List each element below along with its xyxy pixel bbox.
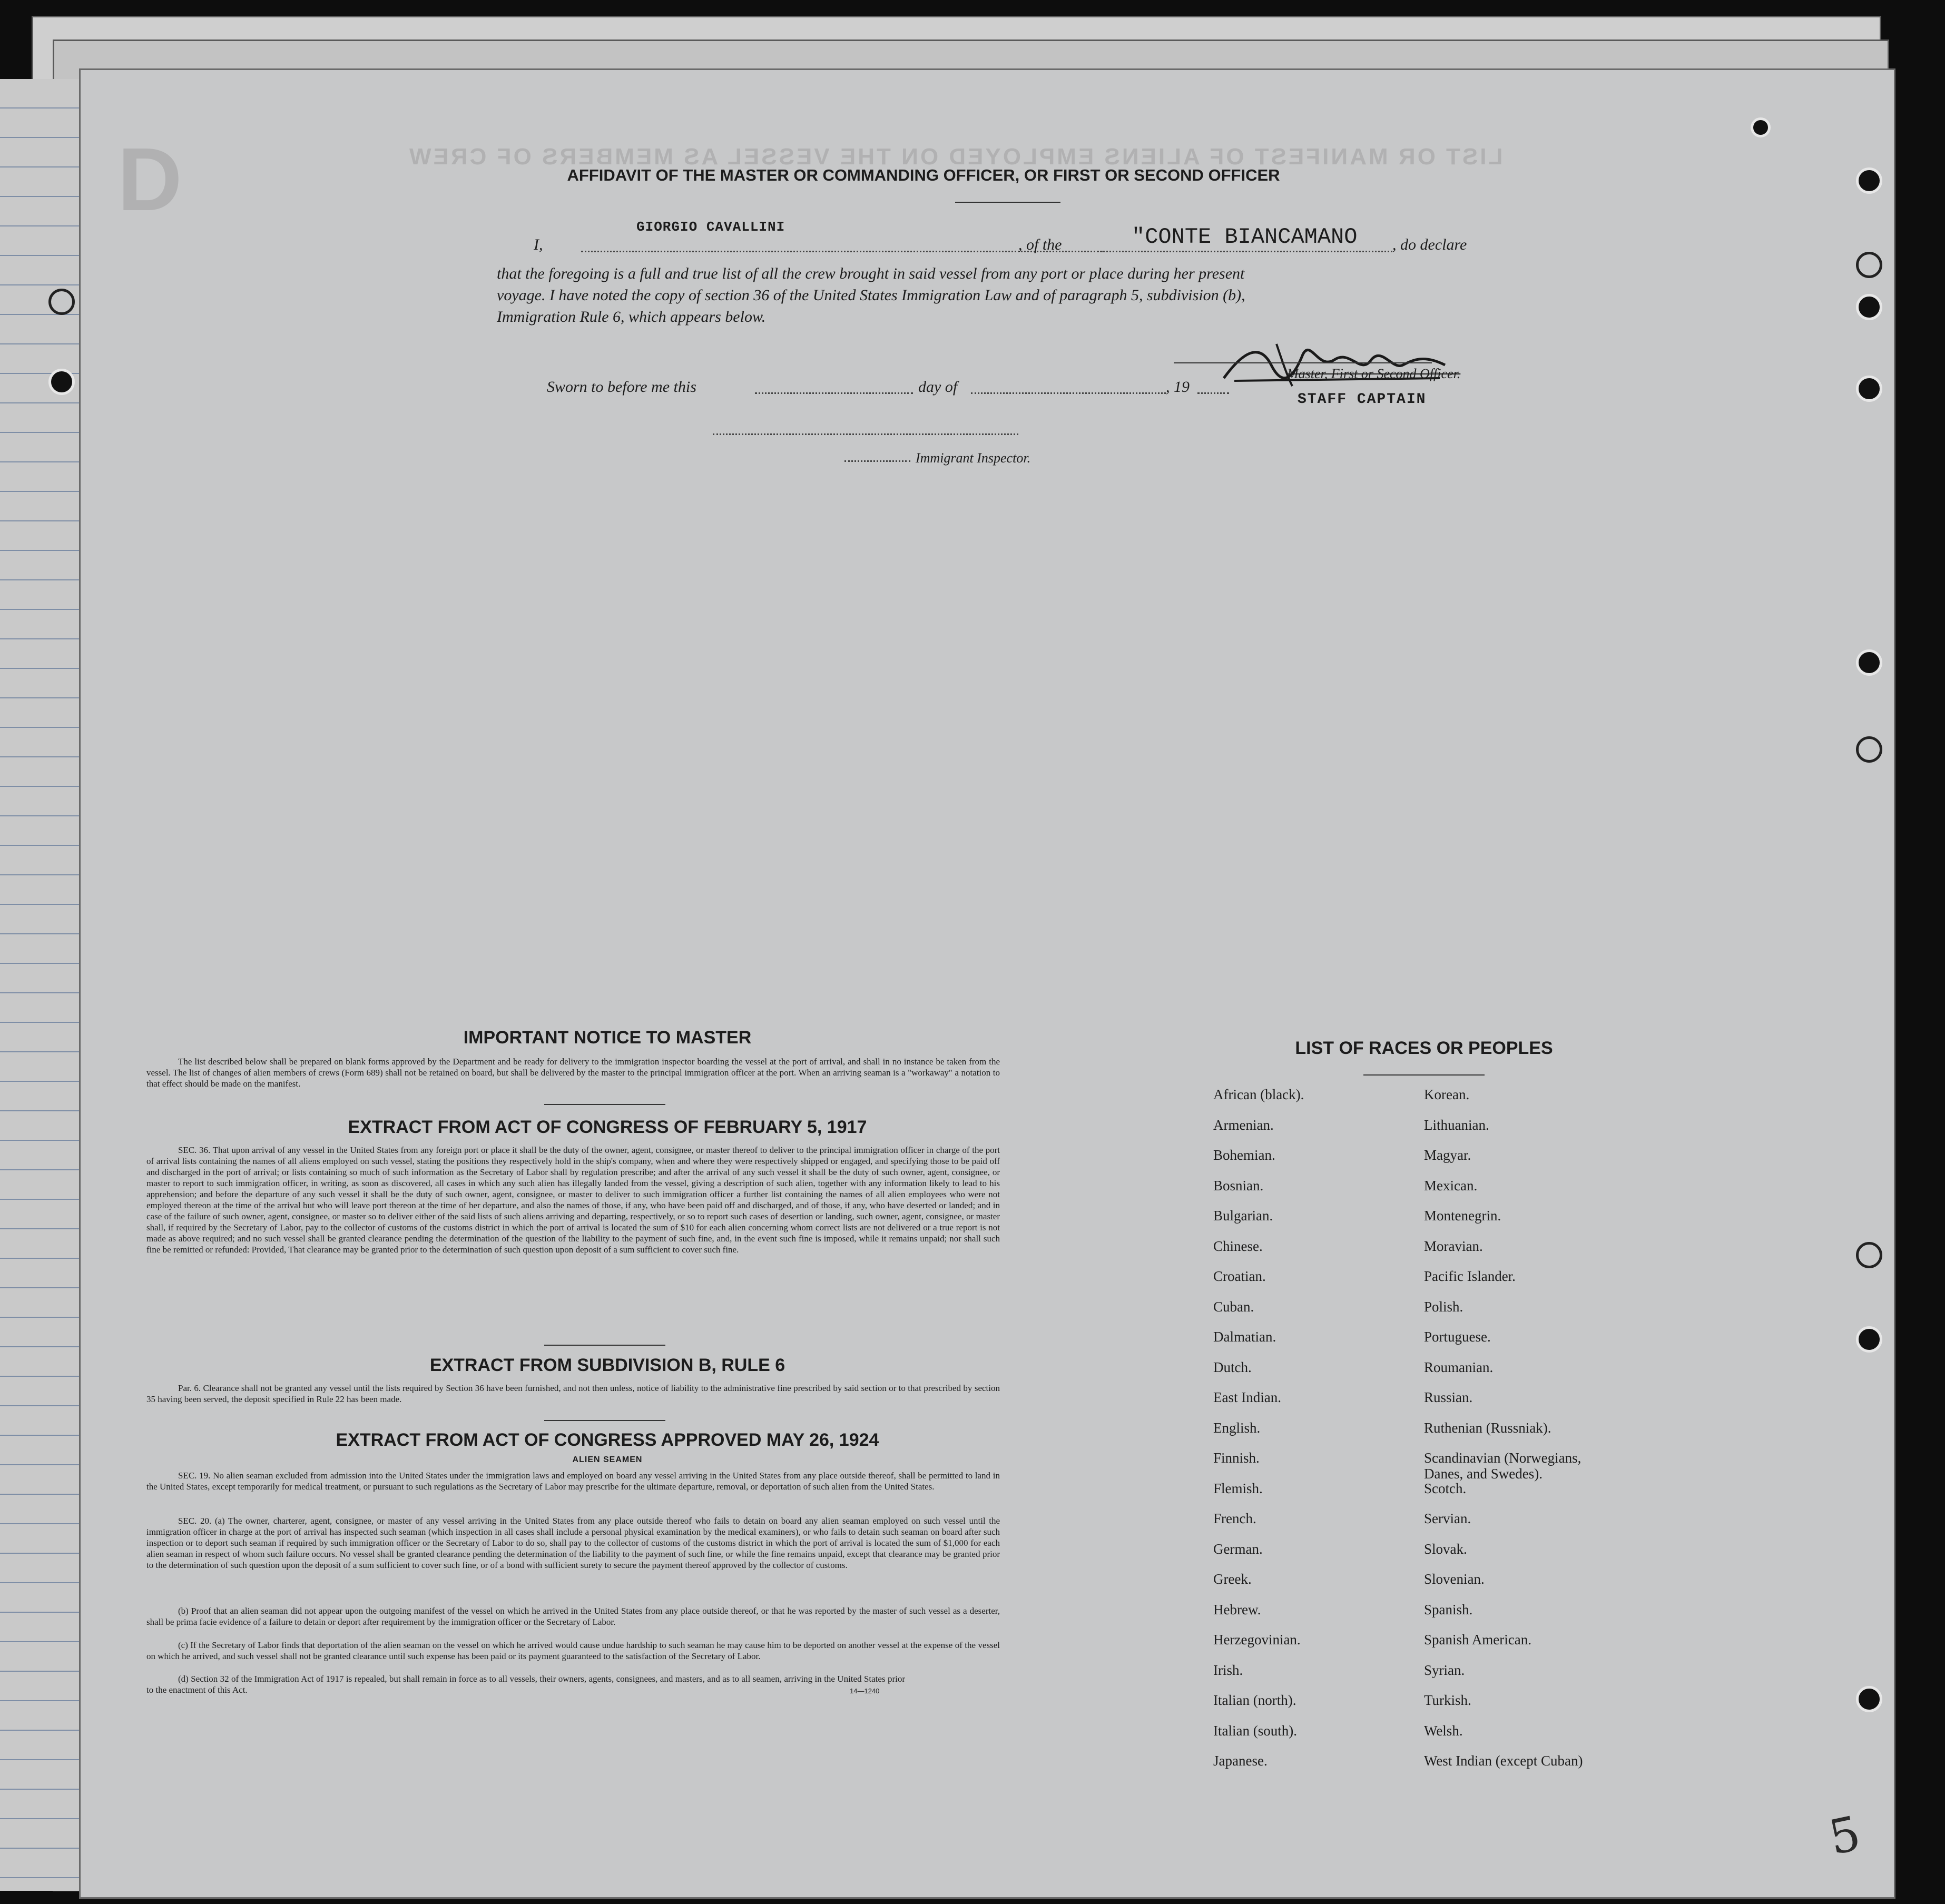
punch-hole bbox=[48, 369, 75, 395]
race-item: Hebrew. bbox=[1213, 1601, 1261, 1617]
race-item: Polish. bbox=[1424, 1298, 1463, 1315]
punch-hole bbox=[1856, 294, 1882, 320]
affidavit-title: AFFIDAVIT OF THE MASTER OR COMMANDING OFFICER, OR FIRST OR SECOND OFFICER bbox=[567, 166, 1280, 184]
punch-hole bbox=[1856, 1242, 1882, 1268]
races-column-1 bbox=[1213, 1087, 1419, 1783]
vessel-line bbox=[1097, 251, 1392, 252]
manifest-page bbox=[79, 68, 1895, 1899]
race-item: Dalmatian. bbox=[1213, 1329, 1276, 1345]
race-item: Bohemian. bbox=[1213, 1147, 1275, 1163]
bleed-through-heading: LIST OR MANIFEST OF ALIENS EMPLOYED ON THE VESSEL AS MEMBERS OF CREW bbox=[407, 144, 1503, 170]
rule6-text: Par. 6. Clearance shall not be granted any vessel until the lists required by Section 36 have been furnished, and not then unless, notice of liability to the administrative fine prescribed by said section or to that prescribed by section 35 having been served, the deposit specified in Rule 22 has been made. bbox=[146, 1383, 1000, 1404]
punch-hole bbox=[48, 289, 75, 315]
sec20b-text: (b) Proof that an alien seaman did not appear upon the outgoing manifest of the vessel on which he arrived in the United States from any place outside thereof, or that he was reported by the master of such vessel as a deserter, shall be prima facie evidence of a failure to detain or deport after requirement by the immigration officer or the Secretary of Labor. bbox=[146, 1606, 1000, 1627]
sec19-text: SEC. 19. No alien seaman excluded from admission into the United States under the immigration laws and employed on board any vessel arriving in the United States from any place outside thereof, shall be permitted to land in the United States, except temporarily for medical treatment, or pursuant to such regulations as the Secretary of Labor may prescribe for the ultimate departure, removal, or deportation of such alien from the United States. bbox=[146, 1471, 1000, 1492]
race-item: Italian (north). bbox=[1213, 1692, 1296, 1708]
alien-seamen-subtitle: ALIEN SEAMEN bbox=[572, 1455, 643, 1464]
race-item: Pacific Islander. bbox=[1424, 1268, 1516, 1284]
race-item: Welsh. bbox=[1424, 1722, 1463, 1739]
punch-hole bbox=[1856, 736, 1882, 763]
bleed-through-letter: D bbox=[117, 130, 182, 230]
declaration-line-3: Immigration Rule 6, which appears below. bbox=[497, 308, 766, 325]
inspector-line bbox=[713, 433, 1018, 435]
day-of-label: day of bbox=[918, 378, 958, 396]
race-item: Flemish. bbox=[1213, 1480, 1263, 1496]
inspector-line-short bbox=[844, 460, 910, 462]
races-column-2 bbox=[1424, 1087, 1677, 1783]
race-item: Korean. bbox=[1424, 1087, 1470, 1102]
extract-1917-title: EXTRACT FROM ACT OF CONGRESS OF FEBRUARY 5, 1917 bbox=[348, 1117, 867, 1137]
master-name: GIORGIO CAVALLINI bbox=[636, 219, 785, 235]
race-item: Spanish American. bbox=[1424, 1632, 1531, 1647]
race-item: Turkish. bbox=[1424, 1692, 1471, 1708]
sec20d-text: (d) Section 32 of the Immigration Act of 1917 is repealed, but shall remain in force as to all vessels, their owners, agents, consignees, and masters, and as to all seamen, arriving in the United States prior to the enactment of this Act. bbox=[146, 1674, 905, 1695]
punch-hole bbox=[1856, 167, 1882, 194]
extract-1924-title: EXTRACT FROM ACT OF CONGRESS APPROVED MAY 26, 1924 bbox=[336, 1430, 879, 1450]
sworn-month-line bbox=[971, 392, 1166, 394]
notice-rule bbox=[544, 1104, 665, 1105]
punch-hole bbox=[1856, 1686, 1882, 1712]
race-item: Herzegovinian. bbox=[1213, 1632, 1301, 1647]
race-item: Italian (south). bbox=[1213, 1722, 1297, 1739]
staff-captain-stamp: STAFF CAPTAIN bbox=[1298, 391, 1427, 408]
declaration-line-2: voyage. I have noted the copy of section 36 of the United States Immigration Law and of paragraph 5, subdivision (b), bbox=[497, 287, 1245, 304]
officer-label: Master, First or Second Officer. bbox=[1287, 366, 1461, 381]
race-item: Slovenian. bbox=[1424, 1571, 1485, 1587]
race-item: Greek. bbox=[1213, 1571, 1252, 1587]
extract-1917-text: SEC. 36. That upon arrival of any vessel in the United States from any foreign port or place it shall be the duty of the owner, agent, consignee, or master thereof to deliver to the principal immigration officer in charge of the port of arrival lists containing the names of all aliens employed on such vessel, stating the positions they respectively hold in the ship's company, when and where they were respectively shipped or engaged, and specifying those to be paid off and discharged in the port of arrival; or lists containing so much of such information as the Secretary of Labor shall by regulation prescribe; and after the arrival of any such vessel it shall be the duty of such owner, agent, consignee, or master to report to such immigration officer, in writing, as soon as discovered, all cases in which any such alien has illegally landed from the vessel, giving a description of such alien, together with any information likely to lead to his apprehension; and before the departure of any such vessel it shall be the duty of such owner, agent, consignee, or master to deliver to such immigration officer a further list containing the names of all alien employees who were not employed thereon at the time of the arrival but who will leave port thereon at the time of her departure, and also the names of those, if any, who have been paid off and discharged, and of those, if any, who have deserted or landed; and in case of the failure of such owner, agent, consignee, or master so to deliver either of the said lists of such aliens arriving and departing, respectively, or so to report such cases of desertion or landing, such owner, agent, consignee, or master shall, if required by the Secretary of Labor, pay to the collector of customs of the customs district in which the port of arrival is located the sum of $10 for each alien concerning whom correct lists are not delivered or a true report is not made as above required; and no such vessel shall be granted clearance pending the determination of the question of the liability to the payment of such fine, and, in the event such fine is imposed, while it remains unpaid; nor shall such fine be remitted or refunded: Provided, That clearance may be granted prior to the determination of such question upon deposit of a sum sufficient to cover such fine. bbox=[146, 1145, 1000, 1255]
race-item: Armenian. bbox=[1213, 1117, 1274, 1133]
declaration-i: I, bbox=[534, 236, 543, 253]
sworn-day-line bbox=[755, 392, 913, 394]
race-item: Lithuanian. bbox=[1424, 1117, 1489, 1133]
race-item: West Indian (except Cuban) bbox=[1424, 1753, 1583, 1769]
race-item: Scotch. bbox=[1424, 1480, 1467, 1496]
race-item: Japanese. bbox=[1213, 1753, 1268, 1769]
extract-1917-rule bbox=[544, 1345, 665, 1346]
inspector-label: Immigrant Inspector. bbox=[916, 450, 1031, 466]
punch-hole bbox=[1856, 1326, 1882, 1353]
ruled-paper-strip bbox=[0, 79, 79, 1891]
race-item: French. bbox=[1213, 1511, 1256, 1526]
race-item: Roumanian. bbox=[1424, 1359, 1494, 1375]
sworn-year-line bbox=[1197, 392, 1229, 394]
race-item: Montenegrin. bbox=[1424, 1208, 1501, 1224]
race-item: Scandinavian (Norwegians, Danes, and Swedes). bbox=[1424, 1450, 1581, 1482]
race-item: Ruthenian (Russniak). bbox=[1424, 1419, 1551, 1436]
vessel-name: "CONTE BIANCAMANO bbox=[1132, 224, 1358, 250]
race-item: Servian. bbox=[1424, 1511, 1471, 1526]
do-declare-label: , do declare bbox=[1392, 236, 1467, 253]
punch-hole bbox=[1856, 376, 1882, 402]
race-item: Syrian. bbox=[1424, 1662, 1465, 1678]
sec20c-text: (c) If the Secretary of Labor finds that deportation of the alien seaman on the vessel on which he arrived would cause undue hardship to such seaman he may cause him to be deported on another vessel at the expense of the vessel on which he arrived, and such vessel shall not be granted clearance until such expense has been paid or its payment guaranteed to the satisfaction of the Secretary of Labor. bbox=[146, 1640, 1000, 1661]
race-item: Cuban. bbox=[1213, 1298, 1254, 1315]
notice-title: IMPORTANT NOTICE TO MASTER bbox=[463, 1028, 752, 1048]
title-rule bbox=[955, 202, 1060, 203]
notice-text: The list described below shall be prepared on blank forms approved by the Department and be ready for delivery to the immigration inspector boarding the vessel at the port of arrival, and shall in no instance be taken from the vessel. The list of changes of alien members of crews (Form 689) shall not be retained on board, but shall be delivered by the master to the principal immigration officer at the port. When an arriving seaman is a "workaway" a notation to that effect should be made on the manifest. bbox=[146, 1057, 1000, 1089]
race-item: Bosnian. bbox=[1213, 1177, 1264, 1193]
punch-hole bbox=[1856, 649, 1882, 676]
race-item: Moravian. bbox=[1424, 1238, 1483, 1254]
of-the-label: , of the bbox=[1018, 236, 1062, 253]
sec20a-text: SEC. 20. (a) The owner, charterer, agent, consignee, or master of any vessel arriving in the United States from any place outside thereof who fails to detain on board any alien seaman employed on such vessel until the immigration officer in charge at the port of arrival has inspected such seaman (which inspection in all cases shall include a personal physical examination by the medical examiners), or who fails to detain such seaman on board after such inspection or to deport such seaman if required by such immigration officer or the Secretary of Labor to do so, shall pay to the collector of customs of the customs district in which the port of arrival is located the sum of $1,000 for each alien seaman in respect of whom such failure occurs. No vessel shall be granted clearance pending the determination of the liability to the payment of such fine, or while the fine remains unpaid, except that clearance may be granted prior to the determination of such question upon the deposit of a sum sufficient to cover such fine, or of a bond with sufficient surety to secure the payment thereof approved by the collector of customs. bbox=[146, 1516, 1000, 1570]
race-item: Irish. bbox=[1213, 1662, 1243, 1678]
race-item: Dutch. bbox=[1213, 1359, 1252, 1375]
race-item: Spanish. bbox=[1424, 1601, 1473, 1617]
handwritten-page-number: 5 bbox=[1824, 1806, 1865, 1866]
form-number: 14—1240 bbox=[850, 1687, 880, 1695]
sworn-label: Sworn to before me this bbox=[547, 378, 696, 396]
race-item: Bulgarian. bbox=[1213, 1208, 1273, 1224]
race-item: Russian. bbox=[1424, 1389, 1473, 1405]
race-item: East Indian. bbox=[1213, 1389, 1281, 1405]
race-item: Croatian. bbox=[1213, 1268, 1266, 1284]
race-item: English. bbox=[1213, 1419, 1261, 1436]
race-item: African (black). bbox=[1213, 1087, 1304, 1102]
punch-hole bbox=[1856, 252, 1882, 278]
declaration-line-1: that the foregoing is a full and true list of all the crew brought in said vessel from any port or place during her present bbox=[497, 265, 1245, 282]
rule6-rule bbox=[544, 1420, 665, 1421]
race-item: Finnish. bbox=[1213, 1450, 1260, 1466]
race-item: German. bbox=[1213, 1541, 1263, 1557]
year-label: , 19 bbox=[1166, 378, 1190, 396]
punch-hole bbox=[1751, 117, 1771, 137]
signature-line bbox=[1174, 362, 1432, 363]
race-item: Chinese. bbox=[1213, 1238, 1263, 1254]
race-item: Portuguese. bbox=[1424, 1329, 1491, 1345]
rule6-title: EXTRACT FROM SUBDIVISION B, RULE 6 bbox=[429, 1355, 785, 1375]
races-rule bbox=[1363, 1074, 1485, 1076]
race-item: Slovak. bbox=[1424, 1541, 1467, 1557]
race-item: Magyar. bbox=[1424, 1147, 1471, 1163]
race-item: Mexican. bbox=[1424, 1177, 1478, 1193]
races-title: LIST OF RACES OR PEOPLES bbox=[1295, 1038, 1553, 1058]
